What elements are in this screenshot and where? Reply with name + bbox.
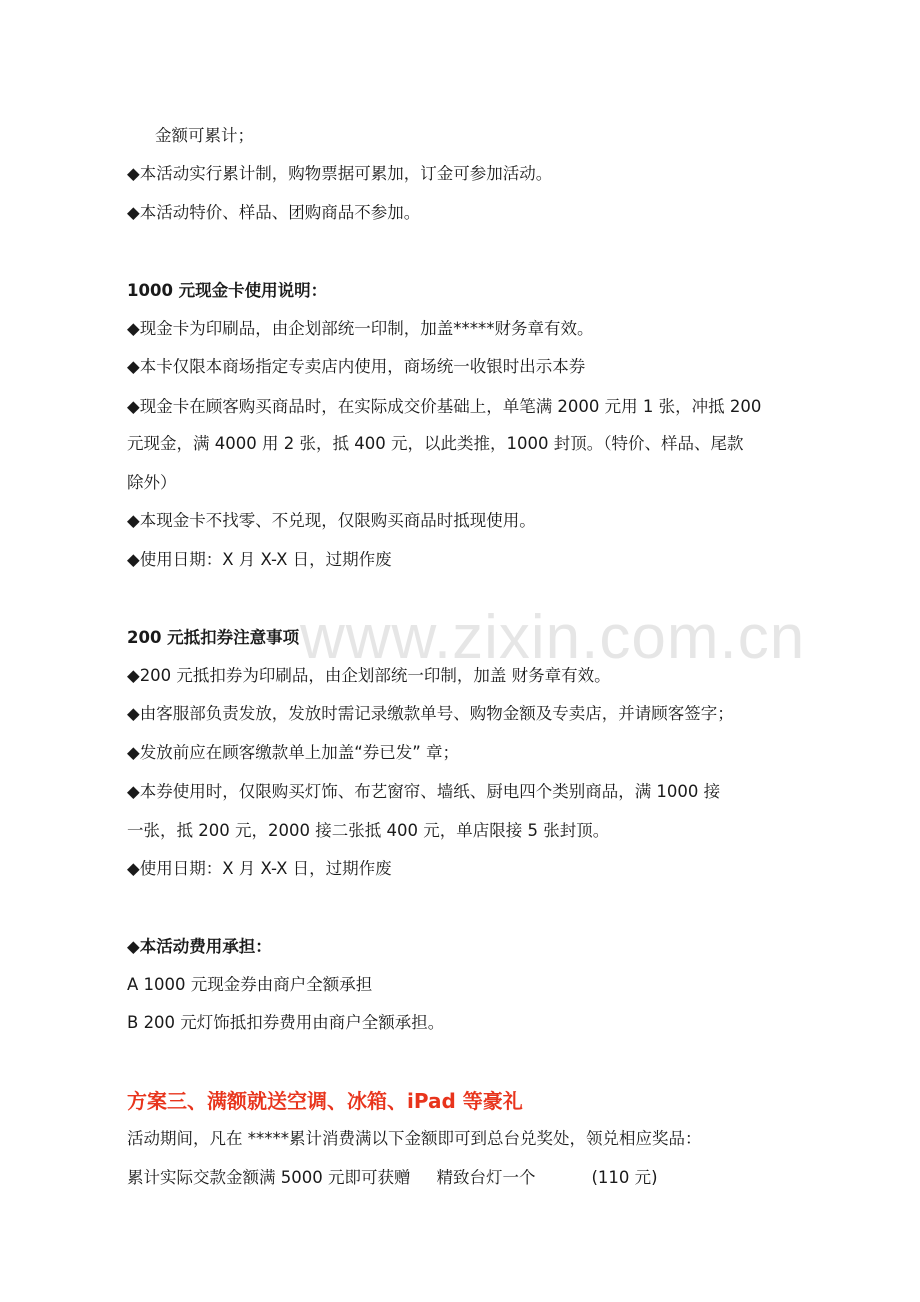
cash-card-item: ◆现金卡在顾客购买商品时，在实际成交价基础上，单笔满 2000 元用 1 张，冲抵 200 [127, 397, 762, 416]
voucher-item: ◆使用日期：X 月 X-X 日，过期作废 [127, 859, 392, 878]
prize-value: (110 元) [591, 1168, 658, 1187]
plan3-heading: 方案三、满额就送空调、冰箱、iPad 等豪礼 [127, 1089, 523, 1113]
watermark-text: www.zixin.com.cn [300, 603, 806, 672]
intro-line-2: ◆本活动实行累计制，购物票据可累加，订金可参加活动。 [127, 164, 553, 183]
voucher-item: 一张，抵 200 元，2000 接二张抵 400 元，单店限接 5 张封顶。 [127, 821, 610, 840]
voucher-item: ◆本券使用时，仅限购买灯饰、布艺窗帘、墙纸、厨电四个类别商品，满 1000 接 [127, 782, 721, 801]
prize-condition: 累计实际交款金额满 5000 元即可获赠 [127, 1168, 411, 1187]
intro-line-3: ◆本活动特价、样品、团购商品不参加。 [127, 203, 421, 222]
voucher-title: 200 元抵扣券注意事项 [127, 628, 300, 647]
plan3-intro: 活动期间，凡在 *****累计消费满以下金额即可到总台兑奖处，领兑相应奖品： [127, 1129, 702, 1148]
cash-card-title: 1000 元现金卡使用说明： [127, 281, 328, 300]
cash-card-item: ◆使用日期：X 月 X-X 日，过期作废 [127, 550, 392, 569]
cash-card-item: ◆现金卡为印刷品，由企划部统一印制，加盖*****财务章有效。 [127, 319, 594, 338]
cost-title: ◆本活动费用承担： [127, 937, 272, 956]
voucher-item: ◆200 元抵扣券为印刷品，由企划部统一印制，加盖 财务章有效。 [127, 666, 611, 685]
prize-item: 精致台灯一个 [436, 1168, 536, 1187]
plan3-prize-row [127, 1166, 658, 1190]
intro-line-1: 金额可累计； [155, 126, 254, 145]
cost-item-b: B 200 元灯饰抵扣券费用由商户全额承担。 [127, 1013, 445, 1032]
cash-card-item: ◆本卡仅限本商场指定专卖店内使用，商场统一收银时出示本券 [127, 357, 586, 376]
cash-card-item: 除外） [127, 473, 177, 492]
voucher-item: ◆发放前应在顾客缴款单上加盖“券已发” 章； [127, 743, 460, 762]
voucher-item: ◆由客服部负责发放，发放时需记录缴款单号、购物金额及专卖店，并请顾客签字； [127, 704, 734, 723]
cash-card-item: ◆本现金卡不找零、不兑现，仅限购买商品时抵现使用。 [127, 511, 536, 530]
cost-item-a: A 1000 元现金券由商户全额承担 [127, 975, 373, 994]
cash-card-item: 元现金，满 4000 用 2 张，抵 400 元，以此类推，1000 封顶。（特价、样品、尾款 [127, 434, 744, 453]
